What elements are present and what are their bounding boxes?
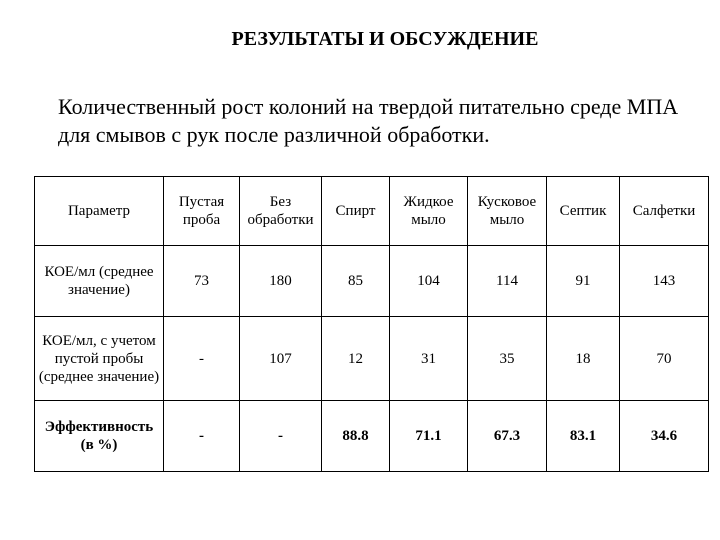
table-cell: 104 bbox=[390, 246, 468, 317]
header-parameter: Параметр bbox=[35, 177, 164, 246]
row-label: КОЕ/мл, с учетом пустой пробы (среднее значение) bbox=[35, 317, 164, 401]
table-cell: 91 bbox=[547, 246, 620, 317]
table-cell: 71.1 bbox=[390, 401, 468, 472]
header-bar-soap: Кусковое мыло bbox=[468, 177, 547, 246]
table-cell: 85 bbox=[322, 246, 390, 317]
table-cell: 34.6 bbox=[620, 401, 709, 472]
table-cell: 35 bbox=[468, 317, 547, 401]
header-septic: Септик bbox=[547, 177, 620, 246]
table-cell: 114 bbox=[468, 246, 547, 317]
table-cell: 107 bbox=[240, 317, 322, 401]
table-cell: - bbox=[164, 401, 240, 472]
table-cell: 83.1 bbox=[547, 401, 620, 472]
row-label: Эффективность (в %) bbox=[35, 401, 164, 472]
header-alcohol: Спирт bbox=[322, 177, 390, 246]
table-cell: 67.3 bbox=[468, 401, 547, 472]
table-row bbox=[35, 246, 709, 317]
header-liquid-soap: Жидкое мыло bbox=[390, 177, 468, 246]
table-header-row bbox=[35, 177, 709, 246]
header-no-treatment: Без обработки bbox=[240, 177, 322, 246]
table-row bbox=[35, 401, 709, 472]
results-table bbox=[34, 176, 709, 472]
table-cell: 73 bbox=[164, 246, 240, 317]
table-cell: 70 bbox=[620, 317, 709, 401]
table-cell: 12 bbox=[322, 317, 390, 401]
header-empty-sample: Пустая проба bbox=[164, 177, 240, 246]
table-cell: 31 bbox=[390, 317, 468, 401]
table-cell: 88.8 bbox=[322, 401, 390, 472]
slide-subtitle: Количественный рост колоний на твердой питательно среде МПА для смывов с рук после различной обработки. bbox=[58, 94, 679, 147]
table-cell: 18 bbox=[547, 317, 620, 401]
table-row bbox=[35, 317, 709, 401]
row-label: КОЕ/мл (среднее значение) bbox=[35, 246, 164, 317]
page-title: РЕЗУЛЬТАТЫ И ОБСУЖДЕНИЕ bbox=[231, 28, 539, 50]
header-wipes: Салфетки bbox=[620, 177, 709, 246]
table-cell: - bbox=[240, 401, 322, 472]
table-cell: - bbox=[164, 317, 240, 401]
table-cell: 143 bbox=[620, 246, 709, 317]
table-cell: 180 bbox=[240, 246, 322, 317]
